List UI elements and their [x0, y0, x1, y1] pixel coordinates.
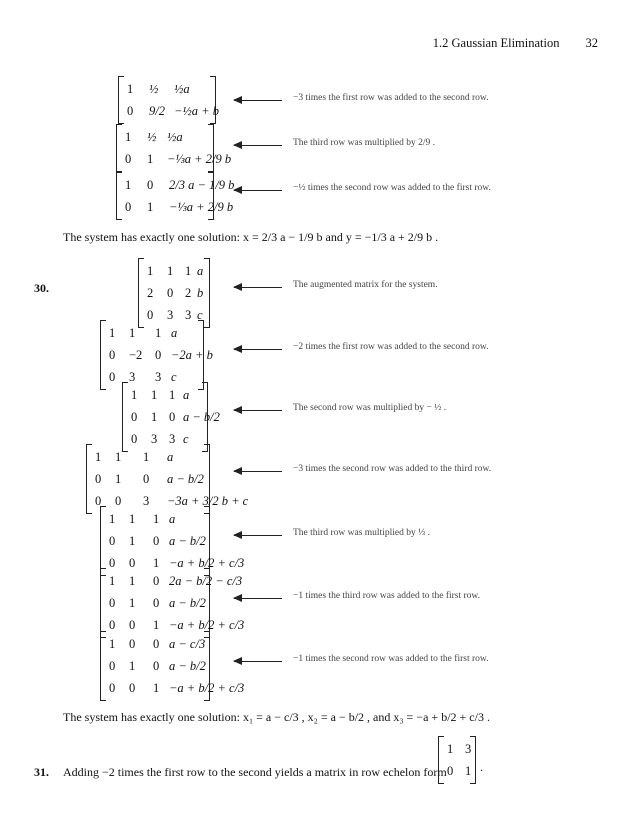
- bracket-cap: [210, 76, 215, 77]
- matrix-row: [101, 677, 245, 699]
- matrix-entry: 0: [109, 681, 116, 695]
- matrix-entry: 3: [185, 308, 192, 322]
- matrix-entry: −⅓a + 2/9 b: [169, 200, 234, 214]
- matrix-entry: 1: [185, 264, 192, 278]
- matrix-entry: 0: [153, 534, 160, 548]
- matrix-entry: 0: [109, 348, 116, 362]
- matrix-entry: a − b/2: [169, 534, 206, 548]
- matrix-entry: 1: [147, 152, 154, 166]
- matrix-entry: 0: [167, 286, 174, 300]
- problem-number-31: 31.: [34, 765, 49, 779]
- matrix-row: [123, 406, 220, 428]
- matrix-29-step-1: [118, 76, 219, 124]
- matrix-entry: a: [167, 450, 174, 464]
- matrix-entry: 0: [147, 178, 154, 192]
- matrix-entry: 0: [131, 410, 138, 424]
- matrix-row: [101, 322, 203, 344]
- matrix-entry: c: [183, 432, 189, 446]
- matrix-entry: 3: [155, 370, 162, 384]
- matrix-row: [117, 196, 234, 218]
- matrix-entry: b: [197, 286, 204, 300]
- matrix-entry: 3: [465, 742, 472, 756]
- step-note: The second row was multiplied by − ½ .: [293, 403, 447, 413]
- step-note: −3 times the first row was added to the second row.: [293, 93, 489, 103]
- problem-number-30: 30.: [34, 281, 49, 295]
- matrix-entry: 1: [167, 264, 174, 278]
- matrix-row: [101, 530, 209, 552]
- matrix-30-step-3: [122, 382, 220, 452]
- step-note: −2 times the first row was added to the second row.: [293, 342, 489, 352]
- matrix-entry: −⅓a + 2/9 b: [167, 152, 232, 166]
- matrix-entry: 2/3 a − 1/9 b: [169, 178, 235, 192]
- step-note: The third row was multiplied by ⅓ .: [293, 528, 430, 538]
- matrix-entry: ½a: [174, 82, 190, 96]
- matrix-row: [87, 446, 209, 468]
- matrix-entry: 1: [465, 764, 472, 778]
- matrix-entry: 1: [127, 82, 134, 96]
- step-arrow: [234, 535, 282, 536]
- matrix-entry: 0: [109, 596, 116, 610]
- step-arrow: [234, 287, 282, 288]
- matrix-entry: a − b/2: [169, 596, 206, 610]
- matrix-entry: a: [169, 512, 176, 526]
- matrix-row: [139, 260, 209, 282]
- matrix-row: [439, 760, 475, 782]
- page-header: [433, 36, 598, 51]
- matrix-entry: 1: [115, 450, 122, 464]
- matrix-entry: 1: [109, 637, 116, 651]
- matrix-entry: 0: [153, 574, 160, 588]
- matrix-entry: 0: [129, 681, 136, 695]
- matrix-31: [438, 736, 476, 784]
- matrix-entry: 0: [115, 494, 122, 508]
- step-note: −½ times the second row was added to the first row.: [293, 183, 491, 193]
- matrix-entry: a − c/3: [169, 637, 206, 651]
- matrix-row: [87, 468, 209, 490]
- step-arrow: [234, 190, 282, 191]
- bracket-cap: [470, 783, 475, 784]
- matrix-entry: 1: [153, 556, 160, 570]
- matrix-entry: 1: [143, 450, 150, 464]
- matrix-entry: a: [171, 326, 178, 340]
- matrix-entry: 0: [109, 556, 116, 570]
- bracket-cap: [204, 444, 209, 445]
- matrix-row: [123, 384, 207, 406]
- matrix-30-step-1: [138, 258, 210, 328]
- matrix-entry: 0: [109, 618, 116, 632]
- matrix-entry: 1: [169, 388, 176, 402]
- problem-31-end: .: [480, 760, 483, 774]
- step-note: −1 times the second row was added to the first row.: [293, 654, 489, 664]
- matrix-row: [117, 174, 235, 196]
- matrix-entry: 3: [151, 432, 158, 446]
- matrix-entry: 1: [147, 264, 154, 278]
- matrix-entry: a − b/2: [183, 410, 220, 424]
- bracket-cap: [208, 172, 213, 173]
- matrix-entry: −a + b/2 + c/3: [169, 556, 245, 570]
- matrix-entry: −3a + 3/2 b + c: [167, 494, 249, 508]
- matrix-entry: 9/2: [149, 104, 165, 118]
- matrix-entry: 1: [125, 130, 132, 144]
- matrix-row: [101, 592, 209, 614]
- step-arrow: [234, 598, 282, 599]
- matrix-row: [119, 100, 219, 122]
- conclusion-30: The system has exactly one solution: x₁ = a − c/3 , x₂ = a − b/2 , and x₃ = −a + b/2 + c/3 .: [63, 710, 490, 724]
- matrix-entry: a − b/2: [169, 659, 206, 673]
- matrix-entry: 0: [129, 556, 136, 570]
- matrix-row: [117, 148, 232, 170]
- section-title: 1.2 Gaussian Elimination: [432, 36, 560, 50]
- matrix-entry: 1: [129, 326, 136, 340]
- bracket-cap: [470, 736, 475, 737]
- matrix-entry: 1: [109, 574, 116, 588]
- step-arrow: [234, 471, 282, 472]
- matrix-30-step-6: [100, 568, 245, 638]
- bracket-cap: [198, 320, 203, 321]
- bracket-cap: [204, 327, 209, 328]
- matrix-entry: 1: [129, 534, 136, 548]
- bracket-cap: [204, 700, 209, 701]
- matrix-entry: c: [197, 308, 203, 322]
- matrix-entry: ½a: [167, 130, 183, 144]
- matrix-29-step-3: [116, 172, 235, 220]
- bracket-cap: [208, 124, 213, 125]
- matrix-row: [101, 570, 243, 592]
- matrix-entry: 1: [125, 178, 132, 192]
- matrix-entry: 1: [447, 742, 454, 756]
- matrix-entry: 1: [129, 596, 136, 610]
- step-arrow: [234, 100, 282, 101]
- page-number: 32: [585, 36, 598, 50]
- matrix-29-step-2: [116, 124, 232, 172]
- matrix-entry: −½a + b: [174, 104, 219, 118]
- step-arrow: [234, 349, 282, 350]
- matrix-entry: 1: [153, 681, 160, 695]
- bracket-cap: [204, 631, 209, 632]
- conclusion-29: The system has exactly one solution: x = 2/3 a − 1/9 b and y = −1/3 a + 2/9 b .: [63, 230, 439, 244]
- matrix-30-step-4: [86, 444, 249, 514]
- matrix-entry: 3: [167, 308, 174, 322]
- matrix-row: [101, 508, 209, 530]
- matrix-entry: 1: [109, 512, 116, 526]
- matrix-entry: 0: [143, 472, 150, 486]
- step-note: −1 times the third row was added to the first row.: [293, 591, 481, 601]
- matrix-entry: 1: [131, 388, 138, 402]
- matrix-entry: 3: [169, 432, 176, 446]
- matrix-entry: 1: [95, 450, 102, 464]
- step-arrow: [234, 661, 282, 662]
- matrix-entry: 0: [131, 432, 138, 446]
- step-note: −3 times the second row was added to the third row.: [293, 464, 492, 474]
- matrix-entry: 0: [95, 494, 102, 508]
- bracket-cap: [204, 258, 209, 259]
- matrix-30-step-2: [100, 320, 213, 390]
- matrix-entry: 0: [125, 200, 132, 214]
- step-note: The augmented matrix for the system.: [293, 280, 438, 290]
- matrix-entry: 0: [153, 637, 160, 651]
- matrix-30-step-5: [100, 506, 245, 576]
- matrix-entry: 0: [125, 152, 132, 166]
- matrix-entry: 1: [151, 388, 158, 402]
- matrix-entry: 0: [109, 534, 116, 548]
- matrix-row: [139, 282, 209, 304]
- matrix-row: [117, 126, 213, 148]
- matrix-entry: 2: [147, 286, 154, 300]
- bracket-cap: [202, 382, 207, 383]
- matrix-entry: 0: [127, 104, 134, 118]
- matrix-entry: 3: [129, 370, 136, 384]
- matrix-entry: 1: [129, 574, 136, 588]
- matrix-entry: ½: [147, 130, 157, 144]
- matrix-entry: 0: [129, 618, 136, 632]
- matrix-entry: 1: [155, 326, 162, 340]
- matrix-entry: 1: [153, 512, 160, 526]
- matrix-row: [101, 655, 209, 677]
- matrix-entry: a: [197, 264, 204, 278]
- matrix-entry: 3: [143, 494, 150, 508]
- matrix-entry: −2a + b: [171, 348, 213, 362]
- matrix-entry: 0: [169, 410, 176, 424]
- matrix-entry: 0: [95, 472, 102, 486]
- matrix-entry: ½: [149, 82, 159, 96]
- matrix-entry: 0: [129, 637, 136, 651]
- matrix-entry: 0: [109, 659, 116, 673]
- matrix-entry: 1: [129, 512, 136, 526]
- bracket-cap: [204, 506, 209, 507]
- matrix-entry: 0: [447, 764, 454, 778]
- matrix-row: [119, 78, 215, 100]
- matrix-entry: a: [183, 388, 190, 402]
- matrix-entry: 0: [147, 308, 154, 322]
- matrix-entry: −a + b/2 + c/3: [169, 618, 245, 632]
- matrix-entry: 1: [115, 472, 122, 486]
- matrix-entry: 0: [109, 370, 116, 384]
- matrix-entry: 0: [153, 659, 160, 673]
- matrix-entry: 0: [153, 596, 160, 610]
- matrix-row: [439, 738, 475, 760]
- matrix-entry: 2: [185, 286, 192, 300]
- problem-31-text: Adding −2 times the first row to the second yields a matrix in row echelon form: [63, 765, 447, 779]
- matrix-entry: −a + b/2 + c/3: [169, 681, 245, 695]
- matrix-30-step-7: [100, 631, 245, 701]
- step-note: The third row was multiplied by 2/9 .: [293, 138, 435, 148]
- matrix-row: [101, 344, 213, 366]
- matrix-entry: 0: [155, 348, 162, 362]
- matrix-entry: 1: [153, 618, 160, 632]
- step-arrow: [234, 410, 282, 411]
- matrix-entry: 2a − b/2 − c/3: [169, 574, 243, 588]
- bracket-cap: [208, 219, 213, 220]
- step-arrow: [234, 145, 282, 146]
- bracket-cap: [204, 568, 209, 569]
- matrix-entry: c: [171, 370, 177, 384]
- matrix-entry: 1: [109, 326, 116, 340]
- matrix-row: [101, 633, 209, 655]
- matrix-entry: 1: [147, 200, 154, 214]
- matrix-entry: 1: [151, 410, 158, 424]
- matrix-entry: −2: [129, 348, 143, 362]
- matrix-entry: 1: [129, 659, 136, 673]
- matrix-entry: a − b/2: [167, 472, 204, 486]
